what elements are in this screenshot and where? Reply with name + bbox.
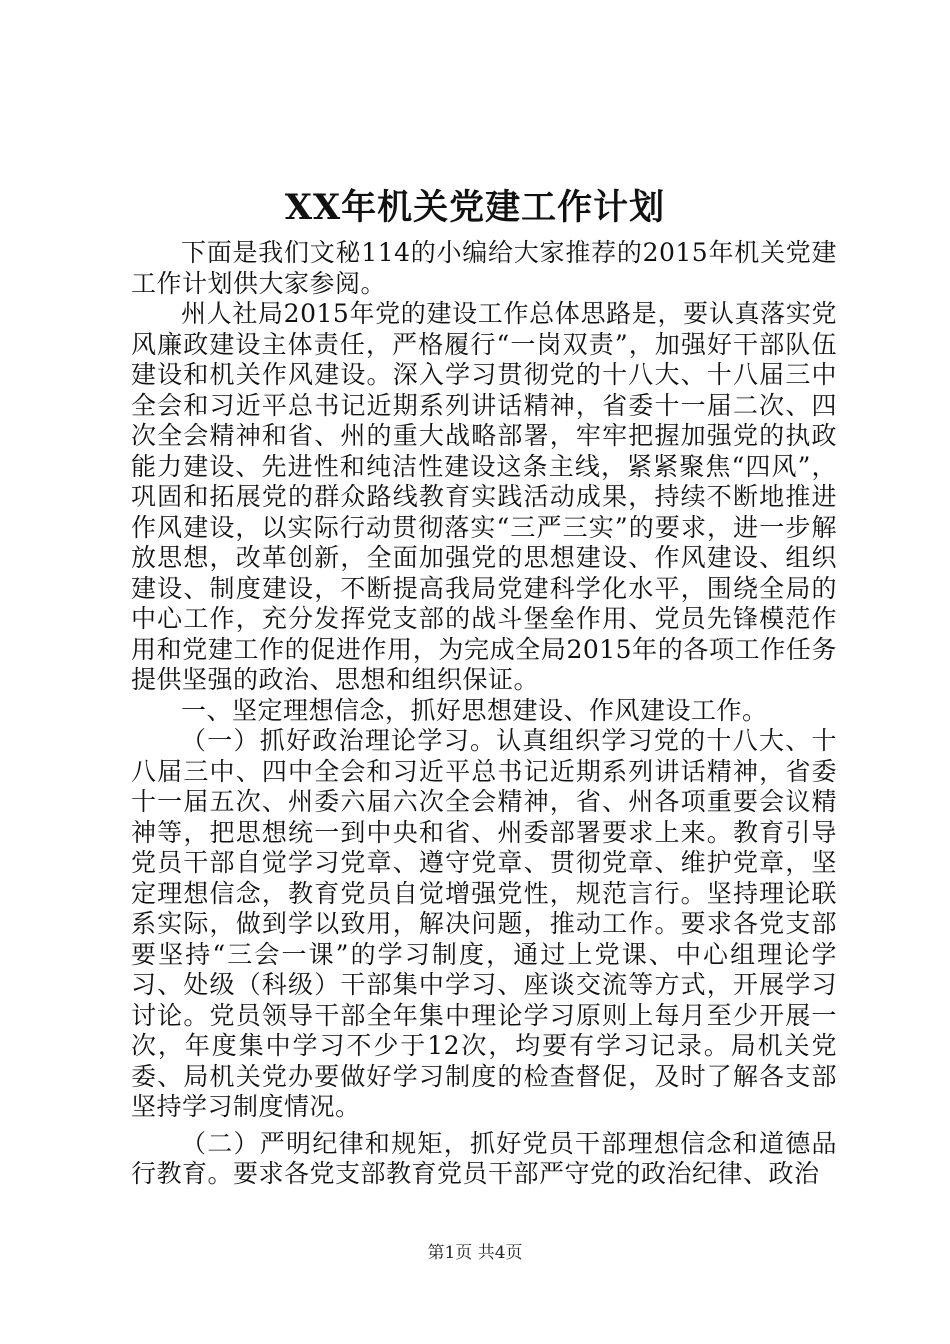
document-body [131,238,837,1190]
section-heading-1: 一、坚定理想信念，抓好思想建设、作风建设工作。 [181,695,768,725]
paragraph-intro: 下面是我们文秘114的小编给大家推荐的2015年机关党建工作计划供大家参阅。 [131,238,837,298]
paragraph-overview: 州人社局2015年党的建设工作总体思路是，要认真落实党风廉政建设主体责任，严格履行“一岗双责”，加强好干部队伍建设和机关作风建设。深入学习贯彻党的十八大、十八届三中全会和习近平总书记近期系列讲话精神，省委十一届二次、四次全会精神和省、州的重大战略部署，牢牢把握加强党的执政能力建设、先进性和纯洁性建设这条主线，紧紧聚焦“四风”，巩固和拓展党的群众路线教育实践活动成果，持续不断地推进作风建设，以实际行动贯彻落实“三严三实”的要求，进一步解放思想，改革创新，全面加强党的思想建设、作风建设、组织建设、制度建设，不断提高我局党建科学化水平，围绕全局的中心工作，充分发挥党支部的战斗堡垒作用、党员先锋模范作用和党建工作的促进作用，为完成全局2015年的各项工作任务提供坚强的政治、思想和组织保证。 [131,299,837,694]
paragraph-subsection-1: （一）抓好政治理论学习。认真组织学习党的十八大、十八届三中、四中全会和习近平总书记近期系列讲话精神，省委十一届五次、州委六届六次全会精神，省、州各项重要会议精神等，把思想统一到中央和省、州委部署要求上来。教育引导党员干部自觉学习党章、遵守党章、贯彻党章、维护党章，坚定理想信念，教育党员自觉增强党性，规范言行。坚持理论联系实际，做到学以致用，解决问题，推动工作。要求各党支部要坚持“三会一课”的学习制度，通过上党课、中心组理论学习、处级（科级）干部集中学习、座谈交流等方式，开展学习讨论。党员领导干部全年集中理论学习原则上每月至少开展一次，年度集中学习不少于12次，均要有学习记录。局机关党委、局机关党办要做好学习制度的检查督促，及时了解各支部坚持学习制度情况。 [131,726,837,1121]
paragraph-subsection-2: （二）严明纪律和规矩，抓好党员干部理想信念和道德品行教育。要求各党支部教育党员干部严守党的政治纪律、政治 [131,1128,837,1188]
document-title: XX年机关党建工作计划 [284,187,666,228]
page-number-footer: 第1页 共4页 [427,1243,523,1263]
